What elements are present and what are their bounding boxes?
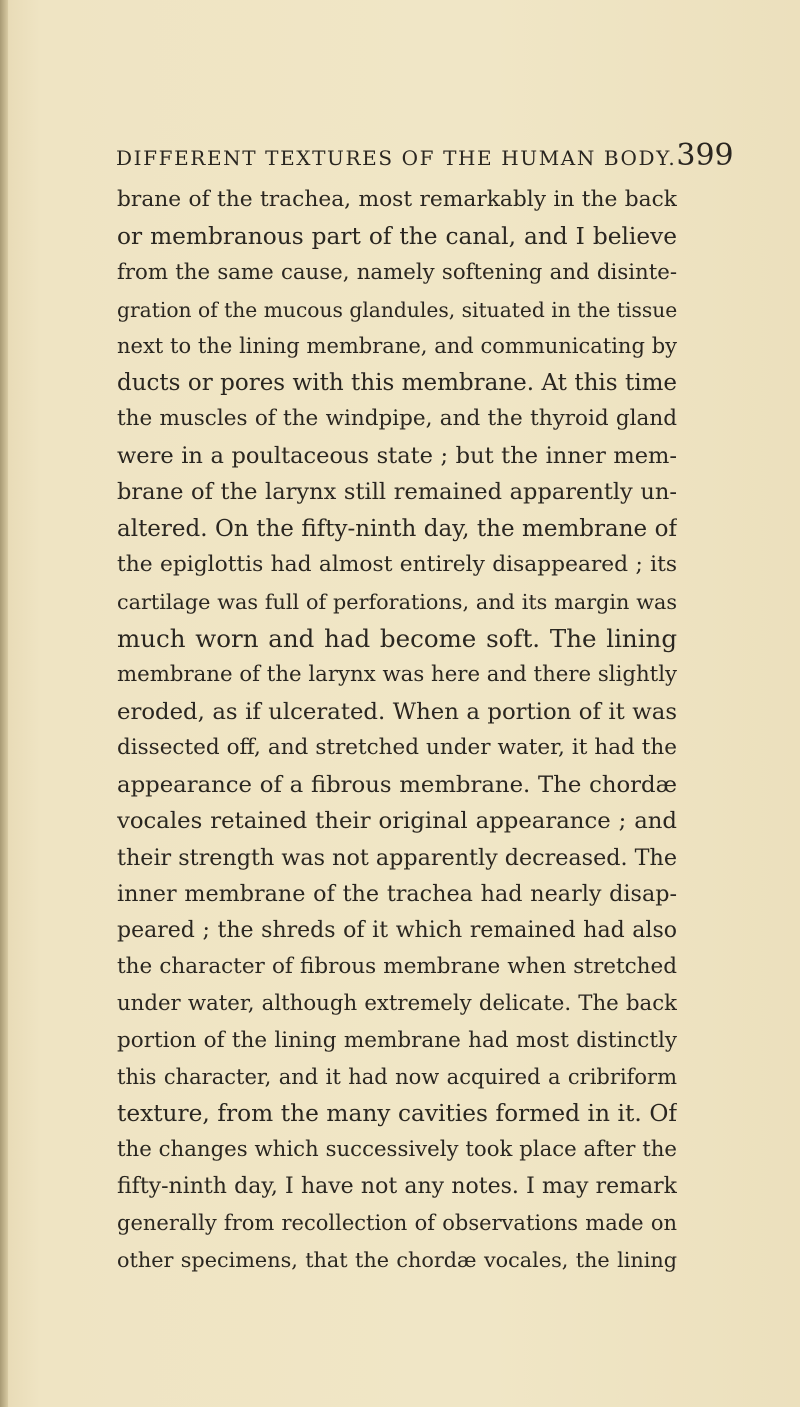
text-line: next to the lining membrane, and communicating by xyxy=(117,334,677,359)
text-line: from the same cause, namely softening and disinte- xyxy=(117,260,677,286)
text-line: under water, although extremely delicate. The back xyxy=(117,991,677,1017)
text-line: altered. On the fifty-ninth day, the membrane of xyxy=(117,515,677,542)
text-line: this character, and it had now acquired a cribriform xyxy=(117,1065,677,1090)
text-line: or membranous part of the canal, and I believe xyxy=(117,222,677,250)
text-line: their strength was not apparently decreased. The xyxy=(117,844,677,871)
text-line: other specimens, that the chordæ vocales, the lining xyxy=(117,1247,677,1272)
text-line: brane of the larynx still remained apparently un- xyxy=(117,479,677,506)
text-line: appearance of a fibrous membrane. The chordæ xyxy=(117,771,677,798)
text-line: eroded, as if ulcerated. When a portion of it was xyxy=(117,698,677,725)
running-title: DIFFERENT TEXTURES OF THE HUMAN BODY. xyxy=(116,146,677,170)
text-line: generally from recollection of observations made on xyxy=(117,1211,677,1236)
text-line: vocales retained their original appearance ; and xyxy=(117,808,677,835)
text-line: dissected off, and stretched under water, it had the xyxy=(117,735,677,761)
text-line: inner membrane of the trachea had nearly disap- xyxy=(117,881,677,908)
text-line: gration of the mucous glandules, situated in the tissue xyxy=(117,297,677,322)
page-edge xyxy=(0,0,8,1407)
text-line: peared ; the shreds of it which remained had also xyxy=(117,917,677,943)
text-line: cartilage was full of perforations, and its margin was xyxy=(117,590,677,615)
text-line: were in a poultaceous state ; but the inner mem- xyxy=(117,442,677,469)
text-line: membrane of the larynx was here and there slightly xyxy=(117,662,677,688)
text-line: ducts or pores with this membrane. At this time xyxy=(117,369,677,396)
running-head xyxy=(116,138,734,178)
text-line: brane of the trachea, most remarkably in the back xyxy=(117,187,677,212)
text-line: texture, from the many cavities formed in it. Of xyxy=(117,1099,677,1127)
text-line: much worn and had become soft. The lining xyxy=(117,623,677,653)
page-number: 399 xyxy=(676,138,734,173)
text-line: fifty-ninth day, I have not any notes. I may remark xyxy=(117,1173,677,1199)
text-line: the changes which successively took place after the xyxy=(117,1137,677,1163)
text-line: the character of fibrous membrane when stretched xyxy=(117,954,677,980)
text-line: portion of the lining membrane had most distinctly xyxy=(117,1027,677,1053)
body-text xyxy=(117,182,677,1278)
text-line: the epiglottis had almost entirely disappeared ; its xyxy=(117,552,677,578)
text-line: the muscles of the windpipe, and the thyroid gland xyxy=(117,406,677,432)
